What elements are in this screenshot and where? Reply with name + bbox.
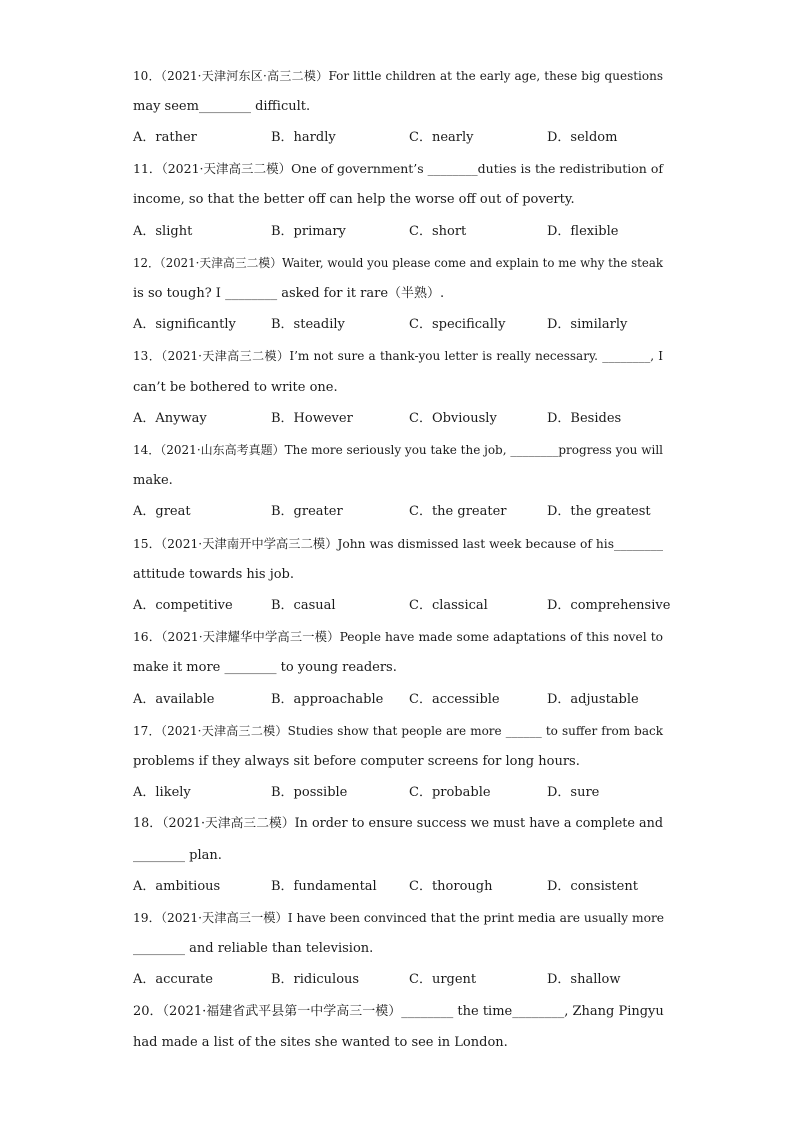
option-b[interactable]: B．casual: [271, 598, 336, 613]
question-13-options: [133, 411, 663, 427]
question-15-text-line-1: 15．（2021·天津南开中学高三二模）John was dismissed last week because of his________: [133, 537, 663, 551]
option-b[interactable]: B．primary: [271, 224, 346, 239]
question-11-text-line-1: 11．（2021·天津高三二模）One of government’s ________duties is the redistribution of: [133, 161, 663, 176]
option-d[interactable]: D．flexible: [547, 224, 619, 239]
option-c[interactable]: C．nearly: [409, 130, 474, 145]
question-13-text-line-1: 13．（2021·天津高三二模）I’m not sure a thank-you letter is really necessary. ________, I: [133, 349, 663, 363]
option-d[interactable]: D．shallow: [547, 972, 621, 987]
option-b[interactable]: B．approachable: [271, 692, 384, 707]
option-c[interactable]: C．probable: [409, 785, 491, 800]
option-d[interactable]: D．comprehensive: [547, 598, 671, 613]
option-c[interactable]: C．short: [409, 224, 467, 239]
question-19-text-line-2: ________ and reliable than television.: [133, 941, 374, 956]
question-18-text-line-1: 18．（2021·天津高三二模）In order to ensure success we must have a complete and: [133, 816, 663, 831]
question-14-text-line-1: 14．（2021·山东高考真题）The more seriously you take the job, ________progress you will: [133, 443, 663, 457]
question-17-options: [133, 785, 663, 801]
question-15-options: [133, 598, 671, 614]
option-b[interactable]: B．steadily: [271, 317, 345, 332]
option-c[interactable]: C．thorough: [409, 879, 493, 894]
option-c[interactable]: C．classical: [409, 598, 488, 613]
option-a[interactable]: A．likely: [133, 785, 191, 800]
question-11-text-line-2: income, so that the better off can help the worse off out of poverty.: [133, 192, 575, 207]
option-b[interactable]: B．hardly: [271, 130, 336, 145]
option-c[interactable]: C．the greater: [409, 504, 507, 519]
question-10-options: [133, 130, 663, 146]
option-d[interactable]: D．the greatest: [547, 504, 651, 519]
option-c[interactable]: C．urgent: [409, 972, 477, 987]
question-13-text-line-2: can’t be bothered to write one.: [133, 380, 338, 395]
question-12-text-line-2: is so tough? I ________ asked for it rare（半熟）.: [133, 286, 445, 301]
question-17-text-line-2: problems if they always sit before computer screens for long hours.: [133, 754, 580, 769]
question-16-text-line-1: 16．（2021·天津耀华中学高三一模）People have made some adaptations of this novel to: [133, 630, 663, 644]
question-20-text-line-2: had made a list of the sites she wanted to see in London.: [133, 1035, 508, 1050]
question-14-options: [133, 504, 663, 520]
option-c[interactable]: C．specifically: [409, 317, 506, 332]
option-a[interactable]: A．rather: [133, 130, 197, 145]
option-a[interactable]: A．slight: [133, 224, 193, 239]
question-10-text-line-1: 10．（2021·天津河东区·高三二模）For little children at the early age, these big questions: [133, 69, 663, 83]
question-18-options: [133, 879, 663, 895]
option-a[interactable]: A．ambitious: [133, 879, 221, 894]
question-20-text-line-1: 20．（2021·福建省武平县第一中学高三一模）________ the time________, Zhang Pingyu: [133, 1004, 664, 1019]
question-12-options: [133, 317, 663, 333]
option-b[interactable]: B．greater: [271, 504, 343, 519]
option-d[interactable]: D．Besides: [547, 411, 622, 426]
question-12-text-line-1: 12．（2021·天津高三二模）Waiter, would you please come and explain to me why the steak: [133, 256, 663, 270]
question-10-text-line-2: may seem________ difficult.: [133, 99, 311, 114]
option-d[interactable]: D．consistent: [547, 879, 638, 894]
question-11-options: [133, 224, 663, 240]
option-a[interactable]: A．great: [133, 504, 191, 519]
option-a[interactable]: A．available: [133, 692, 215, 707]
option-b[interactable]: B．ridiculous: [271, 972, 360, 987]
question-19-options: [133, 972, 663, 988]
option-d[interactable]: D．adjustable: [547, 692, 639, 707]
question-15-text-line-2: attitude towards his job.: [133, 567, 295, 582]
option-c[interactable]: C．Obviously: [409, 411, 497, 426]
option-b[interactable]: B．possible: [271, 785, 348, 800]
option-a[interactable]: A．accurate: [133, 972, 213, 987]
option-c[interactable]: C．accessible: [409, 692, 500, 707]
question-16-text-line-2: make it more ________ to young readers.: [133, 660, 397, 675]
option-a[interactable]: A．Anyway: [133, 411, 207, 426]
question-17-text-line-1: 17．（2021·天津高三二模）Studies show that people are more ______ to suffer from back: [133, 724, 663, 738]
question-16-options: [133, 692, 663, 708]
option-b[interactable]: B．However: [271, 411, 353, 426]
option-b[interactable]: B．fundamental: [271, 879, 377, 894]
option-d[interactable]: D．similarly: [547, 317, 628, 332]
option-d[interactable]: D．sure: [547, 785, 600, 800]
question-18-text-line-2: ________ plan.: [133, 848, 222, 863]
question-14-text-line-2: make.: [133, 473, 173, 488]
option-a[interactable]: A．competitive: [133, 598, 233, 613]
question-19-text-line-1: 19．（2021·天津高三一模）I have been convinced that the print media are usually more: [133, 911, 665, 925]
option-d[interactable]: D．seldom: [547, 130, 618, 145]
option-a[interactable]: A．significantly: [133, 317, 236, 332]
